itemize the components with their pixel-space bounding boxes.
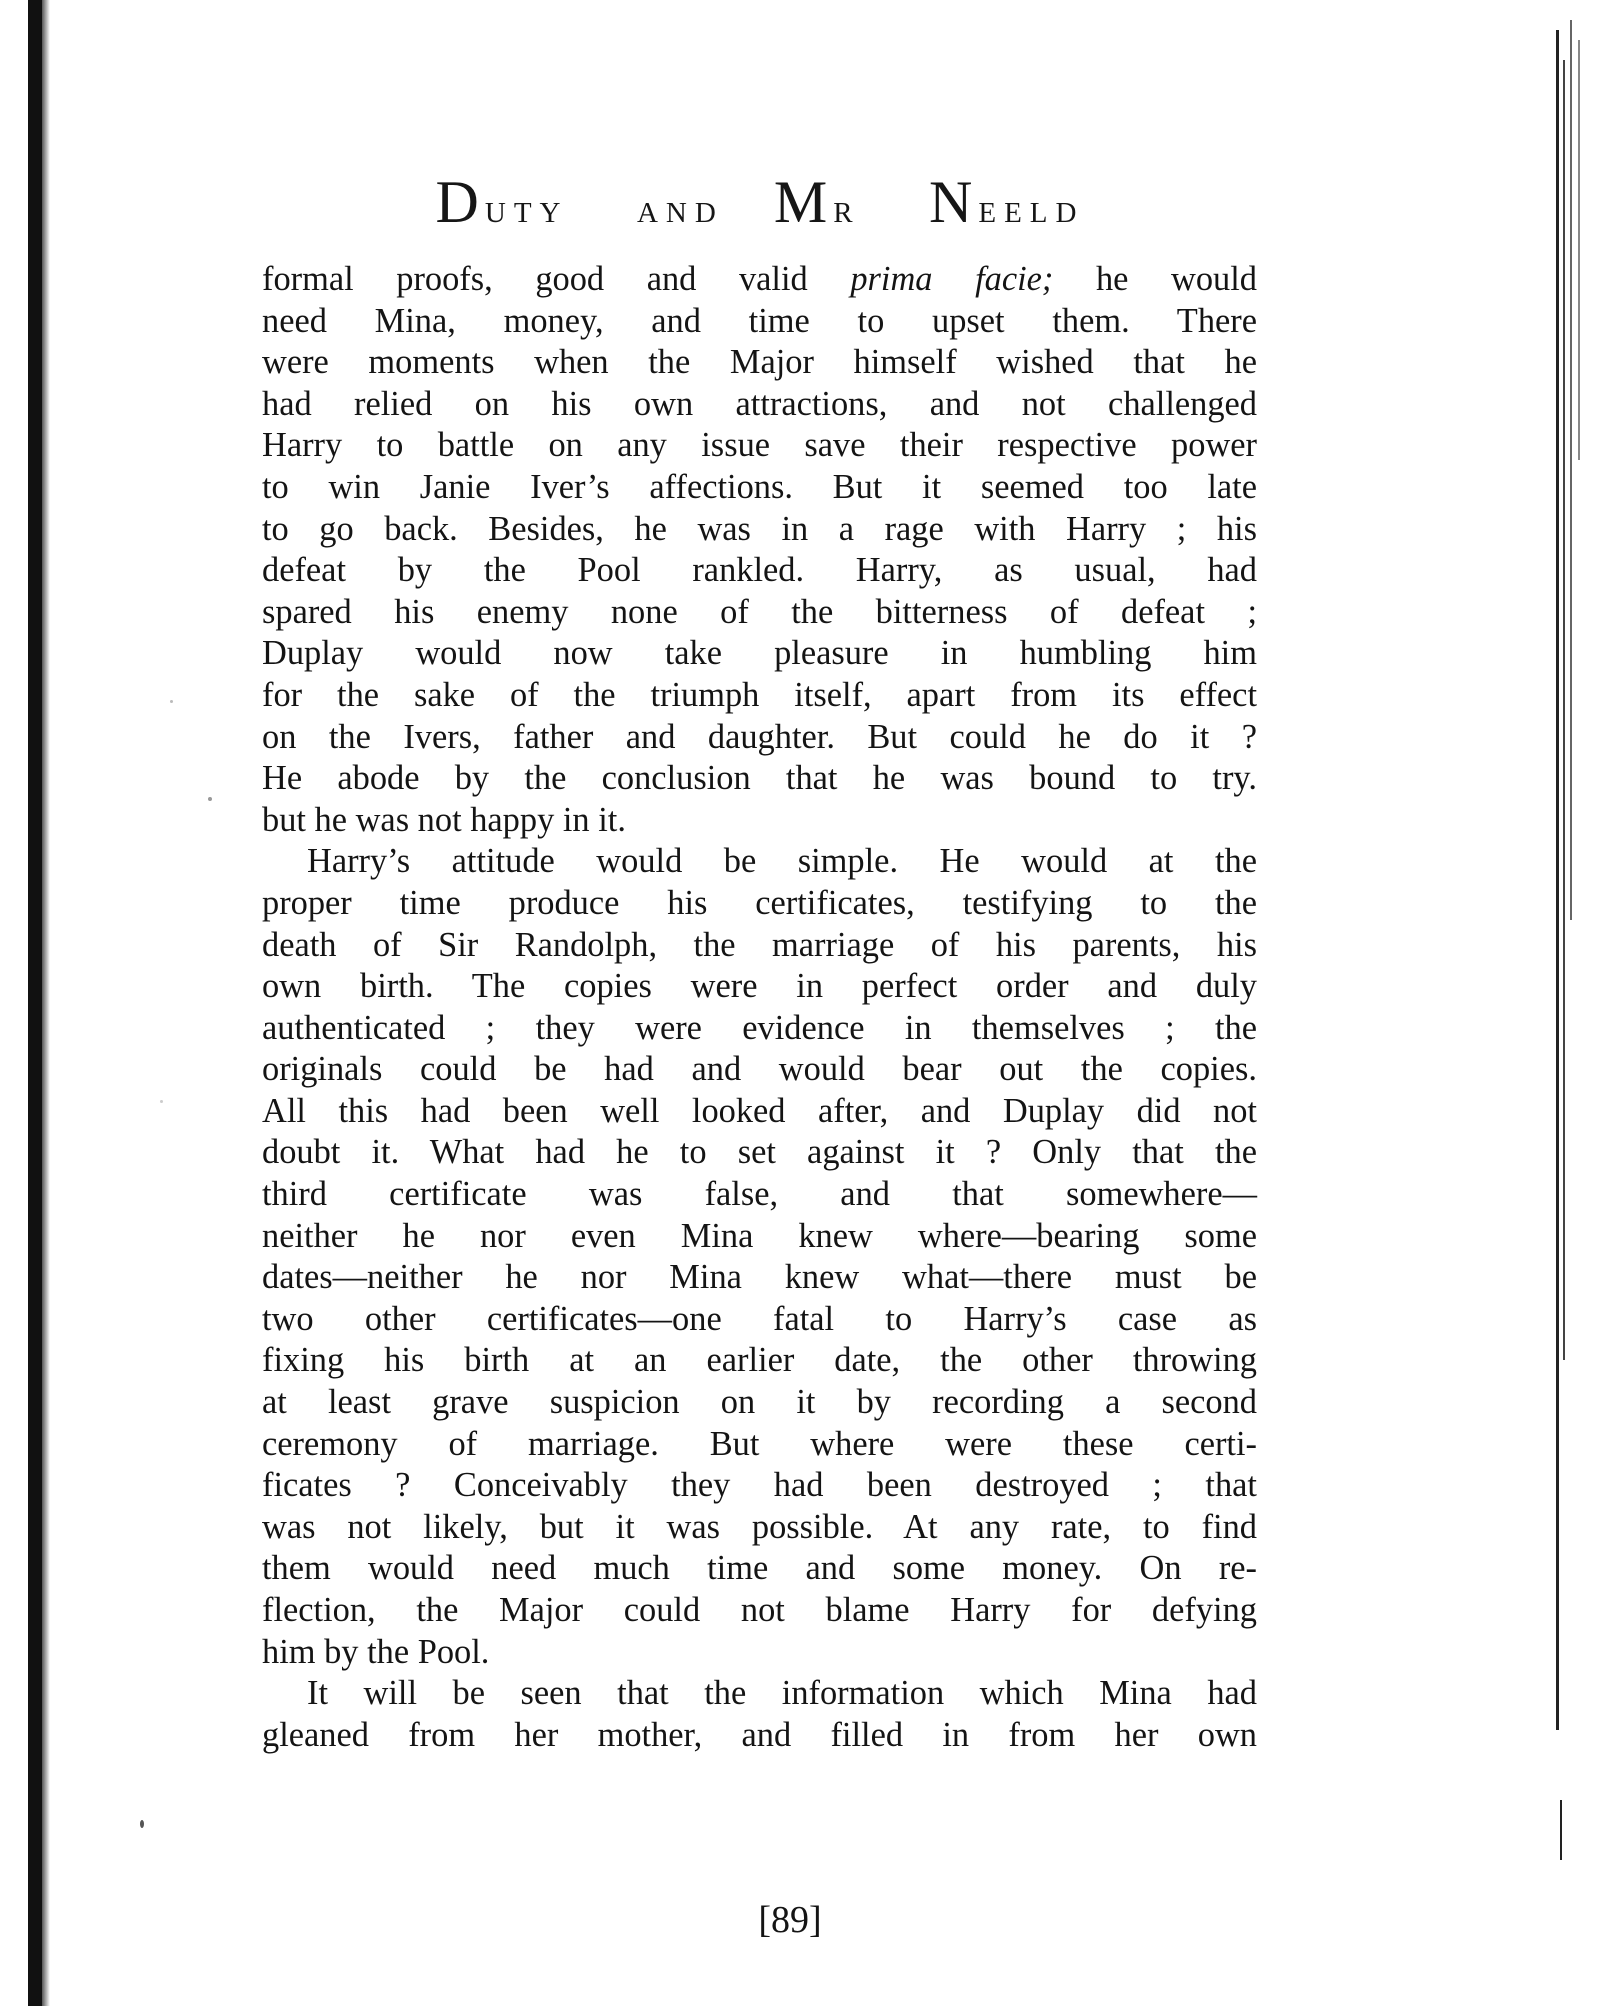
text-line: Harry to battle on any issue save their respective power [262,426,1257,465]
paragraph-first-line: Harry’s attitude would be simple. He would at the [307,842,1257,881]
scan-speck [208,797,212,801]
text-line: flection, the Major could not blame Harry for defying [262,1591,1257,1629]
running-head-word: and [636,186,724,232]
running-head-cap: N [929,169,979,235]
text-line: death of Sir Randolph, the marriage of his parents, his [262,925,1257,964]
text-line: authenticated ; they were evidence in themselves ; the [262,1008,1257,1047]
text-line: was not likely, but it was possible. At any rate, to find [262,1507,1257,1546]
text-line: need Mina, money, and time to upset them. There [262,301,1257,340]
binding-spine-gradient [42,0,50,2006]
text-line: dates—neither he nor Mina knew what—there must be [262,1258,1257,1297]
text-line: gleaned from her mother, and filled in from her own [262,1715,1257,1754]
text-line: to win Janie Iver’s affections. But it seemed too late [262,467,1257,506]
right-edge-line [1578,40,1580,460]
text-line: him by the Pool. [262,1632,490,1671]
running-head-word: r [833,186,861,232]
text-line: own birth. The copies were in perfect order and duly [262,967,1257,1006]
paragraph-first-line: It will be seen that the information which Mina had [307,1674,1257,1713]
text-line: them would need much time and some money. On re- [262,1549,1257,1588]
running-head-word: eeld [978,186,1085,232]
right-edge-line [1560,1800,1562,1860]
text-line: proper time produce his certificates, testifying to the [262,883,1257,922]
text-line: but he was not happy in it. [262,800,626,839]
page-number: [89] [758,1899,822,1941]
text-line: originals could be had and would bear out the copies. [262,1050,1257,1089]
binding-spine-shadow [28,0,42,2006]
text-line: neither he nor even Mina knew where—bearing some [262,1216,1257,1255]
text-line: ficates ? Conceivably they had been destroyed ; that [262,1466,1257,1505]
text-line: He abode by the conclusion that he was bound to try. [262,759,1257,798]
text-line: Duplay would now take pleasure in humbling him [262,634,1257,673]
text-segment: formal proofs, good and valid [262,260,851,298]
text-line: fixing his birth at an earlier date, the other throwing [262,1341,1257,1380]
scan-speck [160,1100,163,1103]
running-head [260,168,1260,237]
running-head-cap: M [773,169,834,235]
scan-speck [170,700,173,703]
right-edge-line [1556,30,1559,1730]
running-head-cap: D [435,169,485,235]
text-line: on the Ivers, father and daughter. But could he do it ? [262,717,1257,756]
text-segment: he would [1053,260,1257,298]
running-head-word: uty [484,186,569,232]
text-line: at least grave suspicion on it by recording a second [262,1383,1257,1422]
text-line: ceremony of marriage. But where were these certi- [262,1424,1257,1463]
text-line: to go back. Besides, he was in a rage with Harry ; his [262,509,1257,548]
text-line: had relied on his own attractions, and not challenged [262,384,1257,423]
right-edge-line [1570,20,1572,920]
text-line: for the sake of the triumph itself, apart from its effect [262,675,1257,714]
body-text [262,259,1257,1756]
scan-speck [140,1820,144,1828]
text-line: spared his enemy none of the bitterness of defeat ; [262,592,1257,631]
text-line: were moments when the Major himself wished that he [262,343,1257,382]
text-line: doubt it. What had he to set against it ? Only that the [262,1133,1257,1172]
text-line [262,259,1257,301]
right-edge-line [1563,60,1565,1360]
text-line: All this had been well looked after, and Duplay did not [262,1091,1257,1130]
text-line: two other certificates—one fatal to Harry’s case as [262,1299,1257,1338]
italic-phrase: prima facie; [850,260,1054,298]
text-line: third certificate was false, and that somewhere— [262,1175,1257,1214]
text-line: defeat by the Pool rankled. Harry, as usual, had [262,551,1257,590]
